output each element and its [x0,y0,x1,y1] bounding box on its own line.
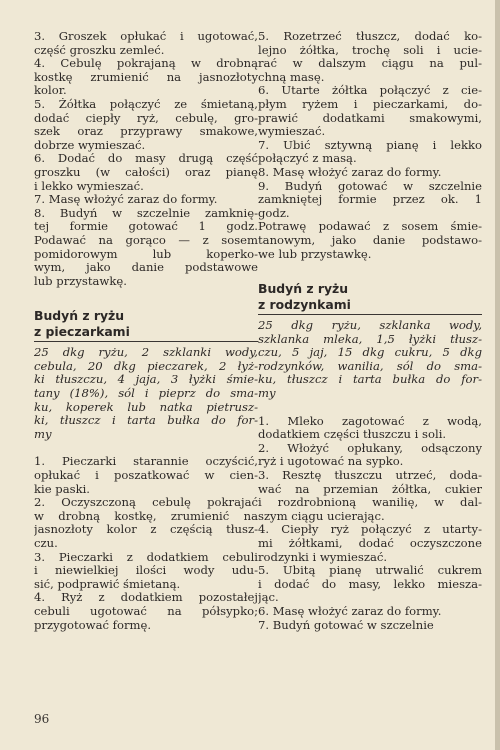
text-line: w drobną kostkę, zrumienić na [34,509,258,523]
paragraph [258,469,482,523]
text-line: część groszku zemleć. [34,43,165,57]
text-line: szek oraz przyprawy smakowe, [34,125,258,139]
recipe-title-mushrooms: Budyń z ryżu z pieczarkami [34,308,130,339]
text-line: prawić dodatkami smakowymi, [258,111,482,125]
text-line: mi żółtkami, dodać oczyszczone [258,537,482,550]
paragraph [258,523,482,564]
text-line: 6. Masę włożyć zaraz do formy. [258,604,442,618]
ingredient-line: ku, koperek lub natka pietrusz- [34,400,258,414]
text-line: 2. Oczyszczoną cebulę pokrajać [34,496,258,510]
text-line: kolor. [34,84,67,98]
text-line: chną masę. [258,70,325,84]
paragraph [258,30,482,84]
paragraph [258,415,482,442]
paragraph [258,619,482,633]
paragraph [34,551,258,592]
text-line: szym ciągu ucierając. [258,509,385,523]
right-column [258,30,482,632]
paragraph [34,30,258,57]
ingredient-line: 25 dkg ryżu, 2 szklanki wody, [34,346,258,360]
text-line: 5. Żółtka połączyć ze śmietaną, [34,97,258,111]
paragraph [34,207,258,289]
paragraph [34,496,258,550]
text-line: czu. [34,537,58,550]
left-column [34,30,258,632]
text-line: wym, jako danie podstawowe [34,261,258,275]
paragraph [258,180,482,262]
text-line: 5. Rozetrzeć tłuszcz, dodać ko- [258,30,482,43]
text-line: i lekko wymieszać. [34,179,144,193]
text-line: tej formie gotować 1 godz. [34,220,258,234]
text-line: 4. Ciepły ryż połączyć z utarty- [258,523,482,537]
right-steps-continued [258,30,482,261]
text-line: wymieszać. [258,125,326,139]
paragraph [258,442,482,469]
ingredient-line: tany (18%), sól i pieprz do sma- [34,387,258,401]
text-line: połączyć z masą. [258,152,357,166]
paragraph [258,139,482,166]
text-line: jasnozłoty kolor z częścią tłusz- [34,523,258,537]
paragraph [258,605,482,619]
text-line: 2. Włożyć opłukany, odsączony [258,441,482,455]
text-line: i dodać do masy, lekko miesza- [258,577,482,591]
ingredients-mushrooms [34,346,258,441]
ingredient-line: my [34,427,52,441]
text-line: 4. Cebulę pokrajaną w drobną [34,57,258,71]
text-line: 1. Mleko zagotować z wodą, [258,414,482,428]
text-line: zamkniętej formie przez ok. 1 [258,193,482,207]
text-line: 7. Ubić sztywną pianę i lekko [258,138,482,152]
ingredient-line: my [258,387,276,401]
text-line: 6. Dodać do masy drugą część [34,152,258,166]
left-steps-continued [34,30,258,288]
text-line: 1. Pieczarki starannie oczyścić, [34,455,258,469]
steps-raisins [258,415,482,633]
text-line: tanowym, jako danie podstawo- [258,233,482,247]
text-line: kostkę zrumienić na jasnozłoty [34,70,258,84]
text-line: rodzynki i wymieszać. [258,550,388,564]
ingredients-raisins [258,319,482,401]
text-line: lub przystawkę. [34,274,127,288]
paragraph [34,591,258,632]
paragraph [258,166,482,180]
text-line: 3. Resztę tłuszczu utrzeć, doda- [258,469,482,483]
text-line: godz. [258,206,290,220]
ingredient-line: szklanka mleka, 1,5 łyżki tłusz- [258,332,482,346]
ingredient-line: ki, tłuszcz i tarta bułka do for- [34,414,258,428]
text-line: i rozdrobnioną wanilię, w dal- [258,496,482,510]
text-line: 4. Ryż z dodatkiem pozostałej [34,591,258,605]
recipe-title-raisins: Budyń z ryżu z rodzynkami [258,281,351,312]
paragraph [34,455,258,496]
paragraph [34,152,258,193]
ingredient-line: 25 dkg ryżu, szklanka wody, [258,319,482,333]
text-line: dodatkiem części tłuszczu i soli. [258,428,447,442]
paragraph [258,564,482,605]
text-line: 8. Masę włożyć zaraz do formy. [258,165,442,179]
ingredient-line: ki tłuszczu, 4 jaja, 3 łyżki śmie- [34,373,258,387]
ingredient-line: cebula, 20 dkg pieczarek, 2 łyż- [34,359,258,373]
text-line: 5. Ubitą pianę utrwalić cukrem [258,564,482,578]
text-line: 7. Masę włożyć zaraz do formy. [34,193,218,207]
paragraph [34,98,258,152]
text-line: cebuli ugotować na półsypko; [34,604,258,618]
text-line: ryż i ugotować na sypko. [258,455,404,469]
text-line: pomidorowym lub koperko- [34,247,258,261]
text-line: przygotować formę. [34,618,152,632]
paragraph [34,57,258,98]
text-line: jąc. [258,591,279,605]
text-line: płym ryżem i pieczarkami, do- [258,97,482,111]
heading-rule [258,314,482,315]
page-edge [495,0,500,750]
text-line: Podawać na gorąco — z sosem [34,233,258,247]
text-line: 3. Pieczarki z dodatkiem cebuli [34,550,258,564]
heading-rule [34,341,258,342]
text-line: wać na przemian żółtka, cukier [258,482,482,496]
paragraph [258,84,482,138]
text-line: dobrze wymieszać. [34,138,146,152]
text-line: we lub przystawkę. [258,247,372,261]
text-line: groszku (w całości) oraz pianę [34,165,258,179]
ingredient-line: rodzynków, wanilia, sól do sma- [258,359,482,373]
paragraph [34,193,258,207]
ingredient-line: czu, 5 jaj, 15 dkg cukru, 5 dkg [258,346,482,360]
steps-mushrooms [34,455,258,632]
page-number: 96 [34,712,50,726]
text-line: lejno żółtka, trochę soli i ucie- [258,43,482,57]
text-line: 6. Utarte żółtka połączyć z cie- [258,84,482,98]
text-line: rać w dalszym ciągu na pul- [258,57,482,71]
text-line: 7. Budyń gotować w szczelnie [258,618,434,632]
text-line: 8. Budyń w szczelnie zamknię- [34,206,258,220]
text-line: 3. Groszek opłukać i ugotować, [34,30,258,43]
text-line: kie paski. [34,482,90,496]
text-line: dodać ciepły ryż, cebulę, gro- [34,111,258,125]
text-line: opłukać i poszatkować w cien- [34,469,258,483]
text-line: sić, podprawić śmietaną. [34,577,181,591]
text-line: Potrawę podawać z sosem śmie- [258,220,482,234]
ingredient-line: ku, tłuszcz i tarta bułka do for- [258,373,482,387]
text-line: 9. Budyń gotować w szczelnie [258,179,482,193]
text-line: i niewielkiej ilości wody udu- [34,564,258,578]
